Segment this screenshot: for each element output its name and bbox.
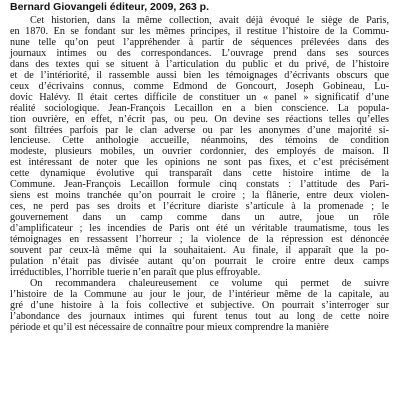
text-line: modeste, plusieurs mobiles, un ouvrier cordonnier, des employés de maison. Il [10, 146, 389, 158]
text-line: l’abondance des journaux intimes qui furent tenus tout au long de cette noire [10, 310, 389, 322]
publication-info-header: Bernard Giovangeli éditeur, 2009, 263 p. [10, 1, 209, 13]
text-line: réalité sociologique. Jean-François Lecaillon en a bien conscience. La popula- [10, 102, 389, 114]
text-line: nune telle qu’on peut l’appréhender à partir de séquences prélevées dans des [10, 36, 389, 48]
text-line: siens est moins tranchée qu’on pourrait le croire ; la flânerie, entre deux violen- [10, 190, 389, 202]
text-line: en 1870. En se fondant sur les mêmes principes, il restitue l’histoire de la Commu- [10, 25, 389, 37]
text-line: pulation n’était pas divisée autant qu’on pourrait le croire entre deux camps [10, 255, 389, 267]
text-line: gouvernement dans un camp comme dans un autre, joue un rôle [10, 212, 389, 224]
text-line: journaux intimes ou des correspondances. L’ouvrage prend dans ses sources [10, 47, 389, 59]
text-line: Cet historien, dans la même collection, avait déjà évoqué le siège de Paris, [30, 15, 389, 26]
text-line: est intéressant de noter que les opinions ne sont pas fixes, et c’est précisément [10, 157, 389, 169]
text-line: dans des textes qui se situent à l’articulation du public et du privé, de l’histoire [10, 58, 389, 70]
text-line: lencieuse. Cette anthologie accueille, néanmoins, des témoins de condition [10, 135, 389, 147]
text-line: ceux d’écrivains connus, comme Edmond de Goncourt, Joseph Gobineau, Lu- [10, 80, 389, 92]
text-line: souvent par ceux-là même qui la souhaitaient. Au finale, il apparaît que la po- [10, 244, 389, 256]
text-line: gré d’une histoire à la fois collective et subjective. On pourrait s’interroger sur [10, 299, 389, 311]
text-line: tion ouvrière, en effet, n’écrit pas, ou peu. On devine ses réactions telles qu’elles [10, 113, 389, 125]
text-line: d’amplificateur ; les incendies de Paris ont été un véritable traumatisme, tous les [10, 223, 389, 234]
text-line: ces, ne perd pas ses droits et l’écriture diariste s’articule à la promenade ; le [10, 201, 389, 213]
text-line: Commune. Jean-François Lecaillon formule cinq constats : l’attitude des Pari- [10, 179, 389, 191]
text-line: dovic Halévy. Il était certes difficile de constituer un « panel » significatif d’une [10, 91, 389, 103]
text-line: irréductibles, l’horrible tuerie n’en paraît que plus effroyable. [10, 266, 261, 278]
text-line: témoignages en ressassent l’horreur ; la violence de la répression est dénoncée [10, 234, 389, 245]
text-line: l’histoire de la Commune au jour le jour, de l’intérieur même de la capitale, au [10, 288, 389, 300]
text-line: et de l’intériorité, il rassemble aussi bien les témoignages d’écrivants obscurs que [10, 69, 389, 81]
text-line: cette dynamique évolutive qui transparaît dans cette histoire intime de la [10, 168, 389, 180]
text-line: sont filtrées parfois par le clan adverse ou par les anonymes d’une majorité si- [10, 124, 389, 136]
text-line: période et qu’il est nécessaire de connaître pour mieux comprendre la manière [10, 321, 329, 333]
text-line: On recommandera chaleureusement ce volume qui permet de suivre [30, 277, 389, 289]
